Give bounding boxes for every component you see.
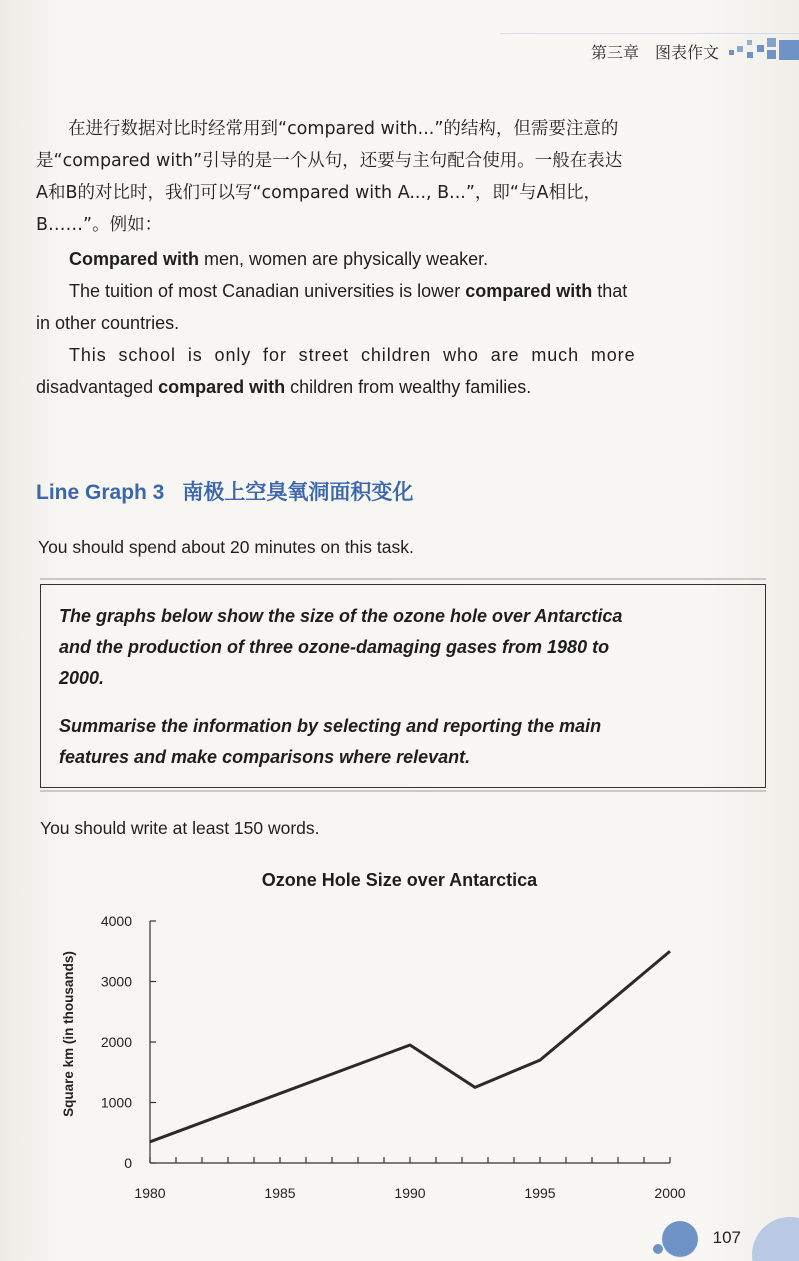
example-2-keyword: compared with: [465, 281, 593, 301]
example-1-text: men, women are physically weaker.: [199, 249, 489, 269]
chapter-title: 图表作文: [654, 42, 719, 62]
chart-title: Ozone Hole Size over Antarctica: [261, 870, 538, 890]
task-line-1: The graphs below show the size of the ozone hole over Antarctica: [59, 606, 623, 626]
intro-line-1: 在进行数据对比时经常用到“compared with...”的结构，但需要注意的: [68, 119, 619, 139]
task-line-5: features and make comparisons where relevant.: [59, 747, 471, 767]
task-line-3: 2000.: [59, 668, 105, 688]
intro-line-4: B……”。例如：: [36, 215, 163, 235]
example-3-tail: children from wealthy families.: [285, 377, 532, 397]
intro-line-2: 是“compared with”引导的是一个从句，还要与主句配合使用。一般在表达: [36, 151, 623, 171]
x-tick-label: 1985: [264, 1185, 296, 1201]
y-tick-label: 0: [124, 1155, 132, 1171]
example-2-line-2: in other countries.: [36, 313, 180, 333]
x-tick-label: 1980: [134, 1185, 166, 1201]
example-1-keyword: Compared with: [69, 249, 200, 269]
example-3-keyword: compared with: [158, 377, 286, 397]
y-tick-label: 1000: [100, 1094, 132, 1111]
word-count-instruction: You should write at least 150 words.: [40, 818, 320, 838]
time-instruction: You should spend about 20 minutes on this task.: [38, 537, 414, 557]
y-tick-label: 4000: [100, 913, 132, 929]
section-title-en: Line Graph 3: [36, 481, 165, 504]
example-3-text: disadvantaged: [36, 377, 159, 397]
y-axis-label: Square km (in thousands): [61, 951, 76, 1117]
y-tick-label: 2000: [100, 1034, 132, 1050]
x-tick-label: 1990: [394, 1185, 426, 1201]
chapter-label: 第三章: [590, 42, 639, 62]
page-number: 107: [712, 1228, 741, 1247]
task-line-2: and the production of three ozone-damaging gases from 1980 to: [59, 637, 610, 657]
series-line-0: [150, 951, 670, 1142]
x-tick-label: 2000: [654, 1185, 686, 1201]
y-tick-label: 3000: [100, 973, 132, 990]
example-2-tail: that: [592, 281, 628, 301]
task-line-4: Summarise the information by selecting and reporting the main: [59, 716, 602, 736]
section-title-cn: 南极上空臭氧洞面积变化: [182, 480, 414, 504]
x-tick-label: 1995: [524, 1185, 556, 1201]
example-3-line-1: This school is only for street children who are much more: [69, 345, 636, 365]
intro-line-3: A和B的对比时，我们可以写“compared with A..., B...”，即“与A相比，: [36, 183, 601, 203]
example-2-text: The tuition of most Canadian universities is lower: [69, 281, 466, 301]
